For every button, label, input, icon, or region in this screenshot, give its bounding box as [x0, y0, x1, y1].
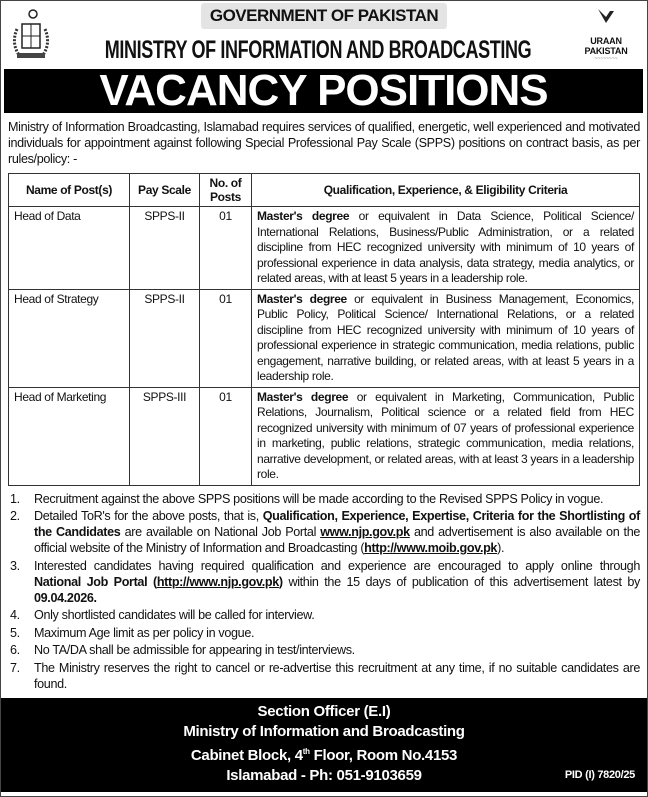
pay-scale: SPPS-II — [130, 289, 200, 387]
moib-link[interactable]: http://www.moib.gov.pk — [364, 541, 498, 555]
pay-scale: SPPS-III — [130, 387, 200, 485]
pay-scale: SPPS-II — [130, 207, 200, 290]
list-item: 6. No TA/DA shall be admissible for appearing in test/interviews. — [10, 643, 355, 657]
header-criteria: Qualification, Experience, & Eligibility Criteria — [252, 174, 640, 207]
list-item: 3. Interested candidates having required qualification and experience are encouraged to apply online through National Job Portal (http://www.njp.gov.pk) within the 15 days of publication of this advertisement latest by 09.04.2026. — [10, 558, 640, 605]
terms-list — [8, 491, 640, 692]
table-row — [9, 387, 640, 485]
njp-portal-link[interactable]: http://www.njp.gov.pk — [156, 574, 279, 589]
list-item: 5. Maximum Age limit as per policy in vogue. — [10, 625, 255, 640]
list-item: 7. The Ministry reserves the right to cancel or re-advertise this recruitment at any time, if no suitable candidates are found. — [10, 660, 640, 691]
post-count: 01 — [200, 289, 252, 387]
footer-ministry: Ministry of Information and Broadcasting — [183, 722, 465, 740]
header-no-of-posts: No. of Posts — [200, 174, 252, 207]
government-heading: GOVERNMENT OF PAKISTAN — [201, 3, 447, 29]
list-item: 4. Only shortlisted candidates will be called for interview. — [10, 608, 315, 622]
vacancy-table — [8, 173, 640, 486]
footer-officer: Section Officer (E.I) — [257, 702, 391, 720]
ministry-title: MINISTRY OF INFORMATION AND BROADCASTING — [104, 36, 532, 64]
criteria: Master's degree or equivalent in Business Management, Economics, Public Policy, Political Science/ International Relations, or a related discipline from HEC recognized university with minimum of 10 years of professional experience in strategic communication, media relations, public engagement, narrative building, or related areas, with at least 5 years in a leadership role. — [252, 289, 640, 387]
contact-footer — [1, 698, 647, 792]
ad-header — [1, 1, 647, 115]
footer-address: Cabinet Block, 4th Floor, Room No.4153 — [190, 746, 458, 764]
deadline-date: 09.04.2026. — [34, 590, 97, 605]
post-count: 01 — [200, 387, 252, 485]
post-name: Head of Marketing — [9, 387, 130, 485]
ministry-title-wrap — [63, 33, 573, 67]
post-name: Head of Strategy — [9, 289, 130, 387]
post-name: Head of Data — [9, 207, 130, 290]
uraan-pakistan-logo: URAAN PAKISTAN ~~~~~~~~ — [577, 7, 635, 63]
ad-body — [1, 115, 647, 692]
state-emblem-icon — [9, 7, 53, 61]
table-row — [9, 207, 640, 290]
bird-icon — [594, 7, 618, 31]
footer-phone: Islamabad - Ph: 051-9103659 — [226, 766, 422, 784]
list-item: 2. Detailed ToR's for the above posts, that is, Qualification, Experience, Expertise, Criteria for the Shortlisting of the Candidates are available on National Job Portal www.njp.gov.pk and advertisement is also available on the official website of the Ministry of Information and Broadcasting (http://www.moib.gov.pk). — [10, 509, 640, 555]
table-row — [9, 289, 640, 387]
intro-paragraph: Ministry of Information Broadcasting, Islamabad requires services of qualified, energetic, well experienced and motivated individuals for appointment against following Special Professional Pay Scale (SPPS) positions on contract basis, as per rules/policy: - — [8, 120, 640, 166]
list-item: 1. Recruitment against the above SPPS positions will be made according to the Revised SPPS Policy in vogue. — [10, 491, 604, 506]
criteria: Master's degree or equivalent in Data Science, Political Science/ International Relations, Business/Public Administration, or a related discipline from HEC recognized university with minimum of 10 years of professional experience in data analysis, data strategy, media analytics, or related areas, with at least 5 years in a leadership role. — [252, 207, 640, 290]
table-header-row — [9, 174, 640, 207]
vacancy-banner: VACANCY POSITIONS — [4, 69, 643, 113]
njp-link[interactable]: www.njp.gov.pk — [320, 525, 410, 539]
criteria: Master's degree or equivalent in Marketing, Communication, Public Relations, Journalism, Political science or a related field from HEC recognized university with minimum of 07 years of professional experience in marketing, public relations, strategic communication, media relations, narrative development, or related areas, with at least 3 years in a leadership role. — [252, 387, 640, 485]
post-count: 01 — [200, 207, 252, 290]
pid-number: PID (I) 7820/25 — [564, 768, 635, 781]
header-post-name: Name of Post(s) — [9, 174, 130, 207]
header-pay-scale: Pay Scale — [130, 174, 200, 207]
